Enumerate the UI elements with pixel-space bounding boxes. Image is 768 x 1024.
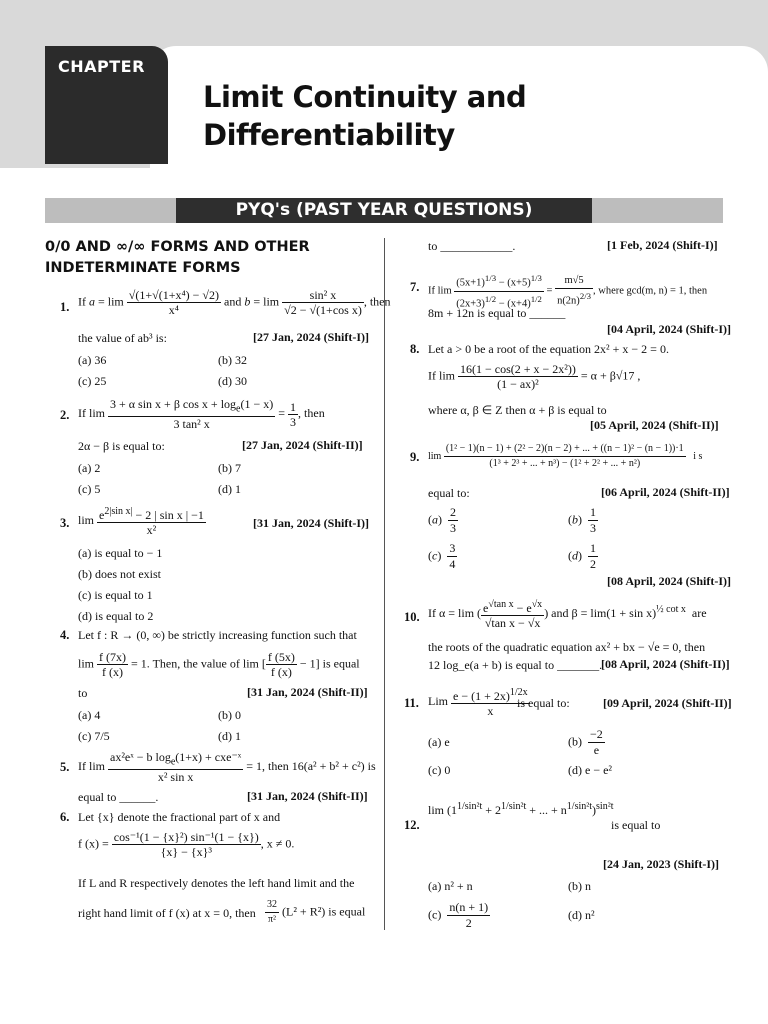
question-number: 6. [60, 810, 70, 824]
question-11-formula: Lim $\frac{e - (1 + 2x)^{1/2x}}{x}$ [428, 687, 528, 718]
option: (a) e [428, 735, 450, 749]
option: (d) 30 [218, 374, 247, 388]
question-source: [31 Jan, 2024 (Shift-I)] [253, 516, 369, 530]
chapter-title: Limit Continuity and Differentiability [203, 80, 527, 152]
question-10-formula: If α = lim ( $\frac{e^{√tan x} - e^{√x}}{\text{√tan x − √x}}$ ) and $\beta = \lim(1 + \sin x)^{\frac{1}{2} cot x}$ are [428, 599, 707, 630]
option: (b) 32 [218, 353, 247, 367]
question-12-mid: is equal to [611, 818, 661, 832]
question-12-formula: $\lim (1^{1/sin^2t} + 2^{1/sin^2t}$ + ... + $n^{1/sin^2t})^{sin^2t}$ [428, 801, 614, 817]
chapter-label: CHAPTER [58, 57, 145, 76]
question-number: 11. [404, 696, 419, 710]
question-7-formula: If lim $\frac{(5x+1)^{1/3} - (x+5)^{1/3}}{(2x+3)^{1/2} - (x+4)^{1/2}}$ = $\frac{m√5}{n(2n)^{2/3}}$ , where gcd(m, n) = 1, then [428, 273, 708, 309]
question-source: [08 April, 2024 (Shift-I)] [607, 574, 731, 588]
question-11-mid: is equal to: [517, 696, 570, 710]
question-source: [1 Feb, 2024 (Shift-I)] [607, 238, 718, 252]
column-divider [384, 238, 385, 930]
question-source: [27 Jan, 2024 (Shift-II)] [242, 438, 363, 452]
option: (b) n [568, 879, 591, 893]
option: (d) is equal to 2 [78, 609, 154, 623]
question-2-tail: 2α − β is equal to: [78, 439, 165, 453]
question-number: 10. [404, 610, 420, 624]
question-6-line3: right hand limit of f (x) at x = 0, then [78, 906, 256, 920]
question-9-formula: lim (1² − 1)(n − 1) + (2² − 2)(n − 2) + ... + ((n − 1)² − (n − 1))·1 (1³ + 2³ + ... + n³) − (1² + 2² + ... + n²) i s [428, 443, 703, 469]
question-number: 3. [60, 516, 70, 530]
question-source: [24 Jan, 2023 (Shift-I)] [603, 857, 719, 871]
question-9-tail: equal to: [428, 486, 470, 500]
question-8-line1: Let a > 0 be a root of the equation 2x² + x − 2 = 0. [428, 342, 669, 356]
question-1-tail: the value of ab³ is: [78, 331, 167, 345]
option: (a) n² + n [428, 879, 473, 893]
question-7-line2: 8m + 12n is equal to ______ [428, 306, 566, 320]
option: (a) 4 [78, 708, 101, 722]
option: (c) is equal to 1 [78, 588, 153, 602]
option: (b) $\frac{-2}{e}$ [568, 727, 603, 757]
question-source: [08 April, 2024 (Shift-II)] [601, 657, 730, 671]
option: (c) 5 [78, 482, 101, 496]
option: (b) 0 [218, 708, 241, 722]
option: (d) n² [568, 908, 595, 922]
question-3-formula: lim $\frac{e^{2|sin x|} - 2 | \sin x | -1}{\text{x²}}$ [78, 506, 204, 537]
question-8-line3: where α, β ∈ Z then α + β is equal to [428, 403, 607, 417]
question-source: [06 April, 2024 (Shift-II)] [601, 485, 730, 499]
option: (d) 1 [218, 729, 241, 743]
option: (a) 2 [78, 461, 101, 475]
option: (c) 0 [428, 763, 451, 777]
question-number: 7. [410, 280, 420, 294]
question-number: 4. [60, 628, 70, 642]
option: (d) $\frac{1}{2}$ [568, 541, 596, 571]
question-number: 2. [60, 408, 70, 422]
question-source: [04 April, 2024 (Shift-I)] [607, 322, 731, 336]
question-source: [31 Jan, 2024 (Shift-II)] [247, 789, 368, 803]
option: (a) 36 [78, 353, 107, 367]
option: (d) e − e² [568, 763, 613, 777]
option: (c) 7/5 [78, 729, 110, 743]
question-2-formula: If lim $\frac{3 + \alpha \sin x + \beta \cos x + \log_e(1 - x)}{\text{3 tan² x}}$ = $\frac{1}{3}$ , then [78, 397, 325, 432]
option: (c) $\frac{3}{4}$ [428, 541, 456, 571]
option: (d) 1 [218, 482, 241, 496]
question-6-line1: Let {x} denote the fractional part of x and [78, 810, 281, 824]
question-10-line2: the roots of the quadratic equation ax² + bx − √e = 0, then [428, 640, 706, 654]
option: (b) $\frac{1}{3}$ [568, 505, 596, 535]
option: (b) does not exist [78, 567, 161, 581]
option: (a) is equal to − 1 [78, 546, 163, 560]
question-5-tail: equal to ______. [78, 790, 159, 804]
question-4-to: to [78, 686, 88, 700]
question-6-line2: If L and R respectively denotes the left hand limit and the [78, 876, 355, 890]
option: (b) 7 [218, 461, 241, 475]
question-6-cont: to ____________. [428, 239, 516, 253]
question-source: [05 April, 2024 (Shift-II)] [590, 418, 719, 432]
question-10-line3: 12 log_e(a + b) is equal to _______. [428, 658, 603, 672]
question-number: 12. [404, 818, 420, 832]
option: (a) $\frac{2}{3}$ [428, 505, 456, 535]
question-number: 8. [410, 342, 420, 356]
pyq-banner: PYQ's (PAST YEAR QUESTIONS) [176, 198, 592, 223]
question-6-expr: $\frac{32}{\text{π²}}$ (L² + R²) is equal [267, 899, 366, 925]
question-source: [27 Jan, 2024 (Shift-I)] [253, 330, 369, 344]
question-1-formula: If a = lim $\frac{\text{√(1+√(1+x⁴) − √2)}}{\text{x⁴}}$ and b = lim $\frac{\text{sin² x}}{\text{√2 − √(1+cos x)}}$ , then [78, 288, 391, 317]
question-source: [31 Jan, 2024 (Shift-II)] [247, 685, 368, 699]
question-4-formula: lim $\frac{f (7x)}{f (x)}$ = 1. Then, the value of lim [ $\frac{f (5x)}{f (x)}$ − 1] is equal [78, 650, 360, 679]
option: (c) $\frac{n(n + 1)}{2}$ [428, 900, 489, 930]
question-number: 1. [60, 300, 70, 314]
question-4-line1: Let f : R → (0, ∞) be strictly increasing function such that [78, 628, 357, 642]
question-8-formula: If lim $\frac{\text{16(1 − cos(2 + x − 2x²))}}{\text{(1 − ax)²}}$ = α + β√17 , [428, 362, 641, 391]
section-heading: 0/0 AND ∞/∞ FORMS AND OTHER INDETERMINATE FORMS [45, 239, 310, 276]
question-5-formula: If lim $\frac{ax^2eˣ - b \log_e(1+x) + cxe^-ˣ}{\text{x² sin x}}$ = 1, then 16(a² + b² + c²) is [78, 750, 376, 785]
question-6-formula: f (x) = $\frac{\text{cos⁻¹(1 − \{x\}²) sin⁻¹(1 − \{x\})}}{\text{\{x\} − \{x\}³}}$ , x ≠ 0. [78, 830, 295, 859]
question-number: 9. [410, 450, 420, 464]
question-source: [09 April, 2024 (Shift-II)] [603, 696, 732, 710]
option: (c) 25 [78, 374, 107, 388]
question-number: 5. [60, 760, 70, 774]
